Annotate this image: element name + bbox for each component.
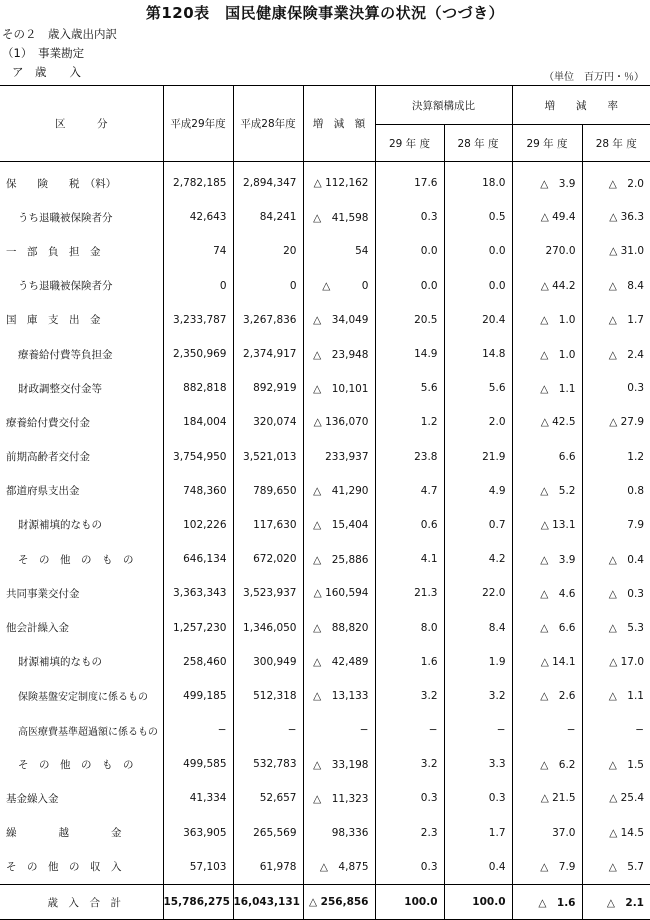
value-rate-29: △ 4.6 <box>512 576 582 610</box>
row-label-cell <box>0 474 163 508</box>
value-composition-29: 4.1 <box>375 542 444 576</box>
value-fy28: 52,657 <box>233 781 303 815</box>
value-rate-28: △ 36.3 <box>609 211 644 224</box>
value-composition-28: 0.4 <box>444 850 512 885</box>
row-label-cell <box>0 645 163 679</box>
value-fy29: 3,233,787 <box>163 303 233 337</box>
value-change: △ 42,489 <box>303 645 375 679</box>
value-rate-29: △ 14.1 <box>512 645 582 679</box>
value-rate-28: 7.9 <box>627 518 644 531</box>
total-row <box>0 884 650 919</box>
value-change: △ 41,290 <box>303 474 375 508</box>
value-change: △ 11,323 <box>303 781 375 815</box>
value-fy29: 0 <box>163 269 233 303</box>
value-fy29: 499,185 <box>163 679 233 713</box>
row-label: 高医療費基準超過額に係るもの <box>18 726 158 738</box>
value-change: △ 4,875 <box>303 850 375 885</box>
row-label-cell <box>0 884 163 919</box>
value-composition-28: − <box>444 713 512 747</box>
row-label-cell <box>0 850 163 885</box>
value-composition-28: 0.0 <box>444 269 512 303</box>
value-rate-28: △ 1.5 <box>608 758 644 771</box>
header-rate-29: 29 年 度 <box>512 125 582 162</box>
table-row <box>0 610 650 644</box>
value-rate-28: △ 5.3 <box>608 622 644 635</box>
row-label-cell <box>0 200 163 234</box>
value-composition-29: 0.0 <box>375 269 444 303</box>
value-composition-28: 100.0 <box>444 884 512 919</box>
value-fy28: 892,919 <box>233 371 303 405</box>
value-rate-29: △ 5.2 <box>512 474 582 508</box>
value-rate-29: △ 7.9 <box>512 850 582 885</box>
value-rate-29: △ 44.2 <box>512 269 582 303</box>
value-fy28: 512,318 <box>233 679 303 713</box>
value-composition-28: 21.9 <box>444 440 512 474</box>
value-fy29: 499,585 <box>163 747 233 781</box>
header-rate-28: 28 年 度 <box>582 125 650 162</box>
row-label: 財源補填的なもの <box>18 519 102 532</box>
value-rate-28: △ 8.4 <box>608 280 644 293</box>
value-fy28: 265,569 <box>233 816 303 850</box>
value-rate-28: △ 1.7 <box>608 314 644 327</box>
value-fy29: 15,786,275 <box>163 884 233 919</box>
table-row <box>0 508 650 542</box>
row-label: 共同事業交付金 <box>6 587 80 600</box>
table-row <box>0 474 650 508</box>
value-change: △ 25,886 <box>303 542 375 576</box>
value-rate-28: △ 25.4 <box>609 792 644 805</box>
row-label: 他会計繰入金 <box>6 622 69 635</box>
value-rate-29: 37.0 <box>512 816 582 850</box>
value-change: △ 13,133 <box>303 679 375 713</box>
value-rate-28: 0.3 <box>627 382 644 395</box>
value-fy29: 2,782,185 <box>163 162 233 201</box>
value-rate-28: △ 2.1 <box>582 884 650 919</box>
table-row <box>0 850 650 885</box>
row-label: 歳 入 合 計 <box>47 896 121 909</box>
value-composition-29: − <box>375 713 444 747</box>
value-composition-29: 1.6 <box>375 645 444 679</box>
value-fy28: 672,020 <box>233 542 303 576</box>
value-rate-29: △ 6.6 <box>512 610 582 644</box>
value-rate-28: △ 1.1 <box>608 690 644 703</box>
value-composition-28: 0.7 <box>444 508 512 542</box>
value-fy28: − <box>233 713 303 747</box>
table-row <box>0 234 650 268</box>
value-composition-29: 23.8 <box>375 440 444 474</box>
value-fy29: 748,360 <box>163 474 233 508</box>
row-label-cell <box>0 303 163 337</box>
table-row <box>0 747 650 781</box>
value-composition-28: 0.3 <box>444 781 512 815</box>
value-change: 233,937 <box>303 440 375 474</box>
value-rate-29: 6.6 <box>512 440 582 474</box>
row-label: 財政調整交付金等 <box>18 382 102 395</box>
value-rate-29: − <box>512 713 582 747</box>
table-row <box>0 303 650 337</box>
page-title: 第120表 国民健康保険事業決算の状況（つづき） <box>145 4 505 22</box>
value-change: △ 15,404 <box>303 508 375 542</box>
value-change: △ 0 <box>303 269 375 303</box>
row-label: 療養給付費交付金 <box>6 416 90 429</box>
value-fy29: 882,818 <box>163 371 233 405</box>
value-composition-29: 0.0 <box>375 234 444 268</box>
value-change: △ 23,948 <box>303 337 375 371</box>
value-change: 54 <box>303 234 375 268</box>
table-row <box>0 713 650 747</box>
value-composition-29: 0.3 <box>375 850 444 885</box>
value-composition-29: 0.3 <box>375 200 444 234</box>
value-fy29: 2,350,969 <box>163 337 233 371</box>
row-label-cell <box>0 440 163 474</box>
value-fy28: 300,949 <box>233 645 303 679</box>
value-rate-29: △ 3.9 <box>512 542 582 576</box>
value-composition-28: 2.0 <box>444 405 512 439</box>
value-fy28: 2,894,347 <box>233 162 303 201</box>
table-row <box>0 371 650 405</box>
row-label: 一 部 負 担 金 <box>6 245 101 258</box>
row-label: 繰 越 金 <box>6 827 122 840</box>
value-composition-29: 4.7 <box>375 474 444 508</box>
value-rate-28: △ 5.7 <box>608 861 644 874</box>
value-fy28: 0 <box>233 269 303 303</box>
value-composition-29: 0.3 <box>375 781 444 815</box>
value-rate-28: △ 2.0 <box>608 177 644 190</box>
value-composition-29: 14.9 <box>375 337 444 371</box>
value-composition-28: 20.4 <box>444 303 512 337</box>
table-row <box>0 645 650 679</box>
value-rate-29: △ 13.1 <box>512 508 582 542</box>
row-label-cell <box>0 679 163 713</box>
value-fy29: 57,103 <box>163 850 233 885</box>
value-rate-28: △ 0.3 <box>608 587 644 600</box>
value-composition-28: 18.0 <box>444 162 512 201</box>
value-fy28: 1,346,050 <box>233 610 303 644</box>
row-label: 保 険 税 （料） <box>6 177 117 190</box>
value-fy28: 84,241 <box>233 200 303 234</box>
row-label-cell <box>0 576 163 610</box>
row-label: 国 庫 支 出 金 <box>6 314 101 327</box>
value-fy28: 117,630 <box>233 508 303 542</box>
value-change: △ 256,856 <box>303 884 375 919</box>
value-rate-29: △ 2.6 <box>512 679 582 713</box>
value-composition-28: 4.2 <box>444 542 512 576</box>
value-rate-28: △ 14.5 <box>609 826 644 839</box>
row-label: 保険基盤安定制度に係るもの <box>18 692 148 704</box>
value-rate-29: △ 3.9 <box>512 162 582 201</box>
value-composition-28: 8.4 <box>444 610 512 644</box>
row-label-cell <box>0 234 163 268</box>
header-composition-29: 29 年 度 <box>375 125 444 162</box>
value-composition-29: 3.2 <box>375 679 444 713</box>
table-row <box>0 200 650 234</box>
value-fy29: 3,754,950 <box>163 440 233 474</box>
value-fy28: 3,521,013 <box>233 440 303 474</box>
value-rate-28: 1.2 <box>627 450 644 463</box>
value-fy28: 61,978 <box>233 850 303 885</box>
value-fy28: 532,783 <box>233 747 303 781</box>
value-fy29: 184,004 <box>163 405 233 439</box>
table-row <box>0 576 650 610</box>
value-rate-29: △ 1.1 <box>512 371 582 405</box>
table-row <box>0 405 650 439</box>
row-label: 財源補填的なもの <box>18 656 102 669</box>
value-fy28: 3,523,937 <box>233 576 303 610</box>
value-rate-29: △ 1.6 <box>512 884 582 919</box>
value-rate-28: − <box>635 724 644 737</box>
table-caption: ア 歳 入 <box>12 65 81 79</box>
table-row <box>0 440 650 474</box>
header-fy29: 平成29年度 <box>163 86 233 162</box>
value-rate-29: △ 1.0 <box>512 303 582 337</box>
value-composition-28: 0.0 <box>444 234 512 268</box>
row-label-cell <box>0 508 163 542</box>
value-composition-29: 20.5 <box>375 303 444 337</box>
value-composition-28: 3.3 <box>444 747 512 781</box>
table-row <box>0 816 650 850</box>
revenue-table <box>0 85 650 920</box>
value-fy28: 320,074 <box>233 405 303 439</box>
value-fy29: 646,134 <box>163 542 233 576</box>
unit-note: （単位 百万円・％） <box>544 72 644 83</box>
row-label-cell <box>0 371 163 405</box>
value-change: △ 10,101 <box>303 371 375 405</box>
value-rate-29: △ 49.4 <box>512 200 582 234</box>
row-label: 基金繰入金 <box>6 792 59 805</box>
row-label-cell <box>0 816 163 850</box>
value-change: △ 34,049 <box>303 303 375 337</box>
value-composition-29: 2.3 <box>375 816 444 850</box>
row-label-cell <box>0 542 163 576</box>
header-rate: 増 減 率 <box>512 86 650 125</box>
value-fy28: 789,650 <box>233 474 303 508</box>
value-fy29: 74 <box>163 234 233 268</box>
value-composition-29: 5.6 <box>375 371 444 405</box>
table-row <box>0 337 650 371</box>
value-change: △ 88,820 <box>303 610 375 644</box>
value-rate-28: 0.8 <box>627 484 644 497</box>
row-label-cell <box>0 337 163 371</box>
value-fy29: 42,643 <box>163 200 233 234</box>
row-label: 前期高齢者交付金 <box>6 451 90 464</box>
section-subtitle: その２ 歳入歳出内訳 <box>2 27 117 41</box>
value-composition-29: 3.2 <box>375 747 444 781</box>
value-fy28: 3,267,836 <box>233 303 303 337</box>
row-label-cell <box>0 610 163 644</box>
subsection-subtitle: （1） 事業勘定 <box>2 46 85 60</box>
value-composition-28: 5.6 <box>444 371 512 405</box>
value-rate-29: △ 42.5 <box>512 405 582 439</box>
header-fy28: 平成28年度 <box>233 86 303 162</box>
row-label-cell <box>0 781 163 815</box>
value-rate-28: △ 27.9 <box>609 416 644 429</box>
value-composition-28: 14.8 <box>444 337 512 371</box>
value-composition-28: 22.0 <box>444 576 512 610</box>
value-change: △ 33,198 <box>303 747 375 781</box>
value-composition-29: 0.6 <box>375 508 444 542</box>
row-label: うち退職被保険者分 <box>18 211 113 224</box>
value-fy28: 20 <box>233 234 303 268</box>
row-label: 療養給付費等負担金 <box>18 348 113 361</box>
header-kubun: 区 分 <box>0 86 163 162</box>
row-label: そ の 他 の 収 入 <box>6 861 122 874</box>
value-fy29: 102,226 <box>163 508 233 542</box>
table-row <box>0 542 650 576</box>
value-change: △ 112,162 <box>303 162 375 201</box>
value-rate-28: △ 0.4 <box>608 553 644 566</box>
value-rate-29: △ 21.5 <box>512 781 582 815</box>
value-change: △ 160,594 <box>303 576 375 610</box>
value-change: 98,336 <box>303 816 375 850</box>
row-label: そ の 他 の も の <box>18 553 134 566</box>
table-row <box>0 679 650 713</box>
value-fy29: 363,905 <box>163 816 233 850</box>
value-rate-28: △ 2.4 <box>608 348 644 361</box>
value-rate-28: △ 31.0 <box>609 245 644 258</box>
row-label: うち退職被保険者分 <box>18 280 113 293</box>
header-change: 増 減 額 <box>303 86 375 162</box>
value-composition-28: 1.9 <box>444 645 512 679</box>
value-composition-29: 17.6 <box>375 162 444 201</box>
value-composition-29: 100.0 <box>375 884 444 919</box>
row-label: 都道府県支出金 <box>6 485 80 498</box>
row-label: そ の 他 の も の <box>18 758 134 771</box>
value-composition-29: 21.3 <box>375 576 444 610</box>
value-fy29: 258,460 <box>163 645 233 679</box>
value-rate-29: 270.0 <box>512 234 582 268</box>
table-row <box>0 162 650 201</box>
value-change: − <box>303 713 375 747</box>
value-composition-28: 4.9 <box>444 474 512 508</box>
value-rate-29: △ 6.2 <box>512 747 582 781</box>
value-composition-29: 8.0 <box>375 610 444 644</box>
value-fy29: 3,363,343 <box>163 576 233 610</box>
value-fy28: 16,043,131 <box>233 884 303 919</box>
value-fy28: 2,374,917 <box>233 337 303 371</box>
value-fy29: 41,334 <box>163 781 233 815</box>
value-fy29: 1,257,230 <box>163 610 233 644</box>
value-change: △ 41,598 <box>303 200 375 234</box>
value-fy29: − <box>163 713 233 747</box>
table-row <box>0 781 650 815</box>
value-composition-29: 1.2 <box>375 405 444 439</box>
row-label-cell <box>0 162 163 201</box>
header-composition-28: 28 年 度 <box>444 125 512 162</box>
value-rate-28: △ 17.0 <box>609 655 644 668</box>
row-label-cell <box>0 747 163 781</box>
value-rate-29: △ 1.0 <box>512 337 582 371</box>
row-label-cell <box>0 405 163 439</box>
header-composition: 決算額構成比 <box>375 86 512 125</box>
value-composition-28: 3.2 <box>444 679 512 713</box>
row-label-cell <box>0 269 163 303</box>
table-row <box>0 269 650 303</box>
value-composition-28: 0.5 <box>444 200 512 234</box>
row-label-cell <box>0 713 163 747</box>
value-composition-28: 1.7 <box>444 816 512 850</box>
value-change: △ 136,070 <box>303 405 375 439</box>
